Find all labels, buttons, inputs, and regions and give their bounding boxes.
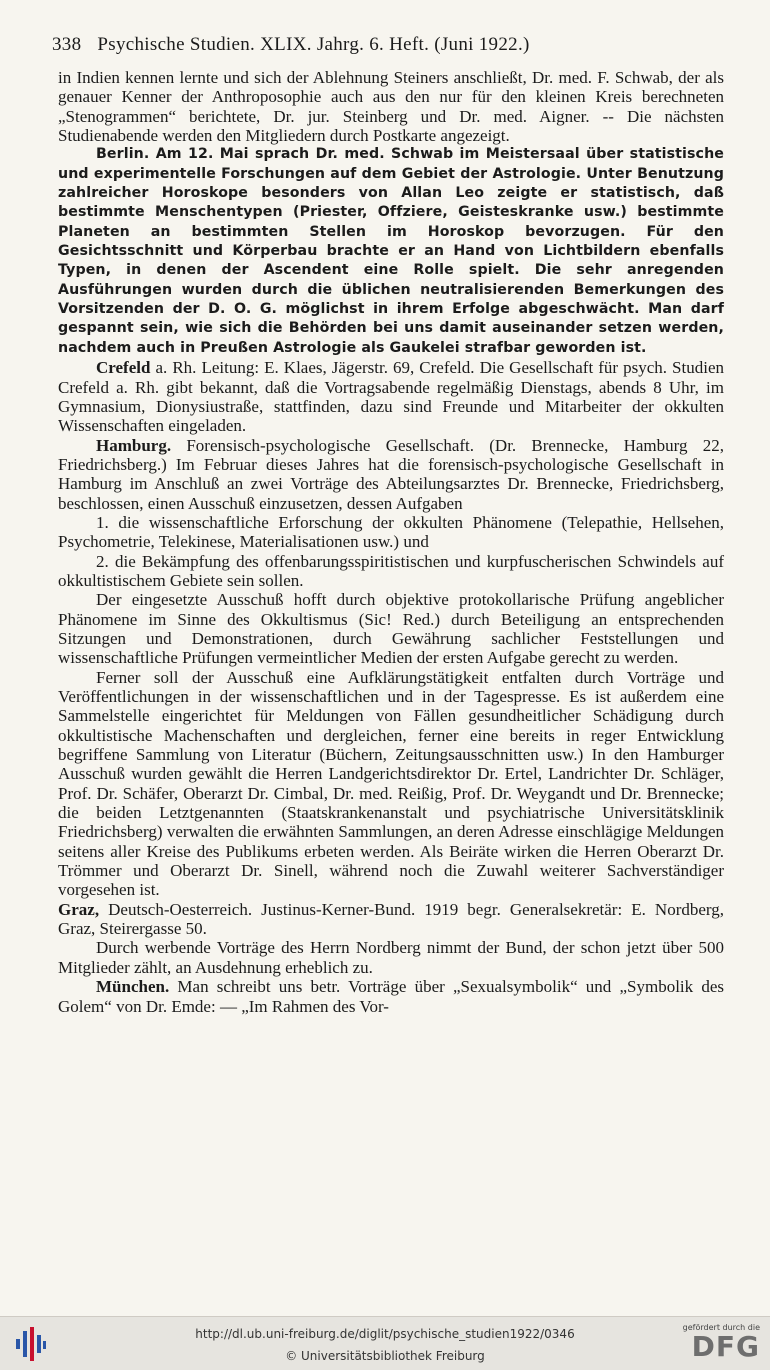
dfg-logo[interactable] [676, 1323, 760, 1362]
page-number: 338 [52, 34, 82, 55]
berlin-heading: Berlin. [96, 146, 150, 163]
viewer-footer [0, 1316, 770, 1370]
paragraph-crefeld [58, 358, 724, 435]
paragraph-hamburg [58, 436, 724, 513]
paragraph-graz [58, 900, 724, 939]
paragraph-ferner: Ferner soll der Ausschuß eine Aufklärungstätigkeit entfalten durch Vorträge und Veröffentlichungen in der wissenschaftlichen und in der Tagespresse. Es ist außerdem eine Sammelstelle eingerichtet für Meldungen von Fällen gesundheitlicher Schädigung durch okkultistische Machenschaften und dergleichen, ferner eine bereits in reger Entwicklung begriffene Sammlung von Literatur (Büchern, Zeitungsausschnitten usw.) In den Hamburger Ausschuß wurden gewählt die Herren Landgerichtsdirektor Dr. Ertel, Landrichter Dr. Schläger, Prof. Dr. Schäfer, Oberarzt Dr. Cimbal, Dr. med. Reißig, Prof. Dr. Weygandt und Dr. Brennecke; die beiden Letztgenannten (Staatskrankenanstalt und psychiatrische Universitätsklinik Friedrichsberg) verwalten die erwähnten Sammlungen, an deren Adresse einschlägige Meldungen seitens aller Kreise des Publikums erbeten werden. Als Beiräte wirken die Herren Oberarzt Dr. Trömmer und Oberarzt Dr. Sinell, während noch die Zuwahl weiterer Sachverständiger vorgesehen ist. [58, 667, 724, 900]
paragraph-nordberg: Durch werbende Vorträge des Herrn Nordberg nimmt der Bund, der schon jetzt über 500 Mitglieder zählt, an Ausdehnung erheblich zu. [58, 938, 724, 977]
dfg-logo-text: DFG [691, 1330, 760, 1363]
list-item-1: 1. die wissenschaftliche Erforschung der okkulten Phänomene (Telepathie, Hellsehen, Psychometrie, Telekinese, Materialisationen usw.) und [58, 512, 724, 552]
graz-heading: Graz, [58, 899, 100, 919]
crefeld-text: a. Rh. Leitung: E. Klaes, Jägerstr. 69, Crefeld. Die Gesellschaft für psych. Studien Crefeld a. Rh. gibt bekannt, daß die Vortragsabende regelmäßig Dienstags, abends 8 Uhr, im Gymnasium, Dionysiustraße, stattfinden, dazu sind Freunde und Mitarbeiter der okkulten Wissenschaften eingeladen. [58, 358, 724, 436]
paragraph-intro: in Indien kennen lernte und sich der Ablehnung Steiners anschließt, Dr. med. F. Schwab, der als genauer Kenner der Anthroposophie auch aus den nur für den kleinen Kreis berechneten „Stenogrammen“ berichtete, Dr. jur. Steinberg und Dr. med. Aigner. -- Die nächsten Studienabende werden den Mitgliedern durch Postkarte angezeigt. [58, 68, 724, 146]
paragraph-muenchen [58, 977, 724, 1016]
paragraph-ausschuss: Der eingesetzte Ausschuß hofft durch objektive protokollarische Prüfung angeblicher Phänomene im Sinne des Okkultismus (Sic! Red.) durch Beteiligung an entsprechenden Sitzungen und Demonstrationen, durch Gewährung sachlicher Feststellungen und wissenschaftliche Prüfungen vermeintlicher Medien der ersten Aufgabe gerecht zu werden. [58, 590, 724, 668]
muenchen-heading: München. [96, 977, 170, 997]
body-text [58, 68, 724, 1016]
hamburg-text: Forensisch-psychologische Gesellschaft. (Dr. Brennecke, Hamburg 22, Friedrichsberg.) Im Februar dieses Jahres hat die forensisch-psychologische Gesellschaft in Hamburg im Anschluß an zwei Vorträge des Abteilungsarztes Dr. Brennecke, Friedrichsberg, beschlossen, einen Ausschuß einzusetzen, dessen Aufgaben [58, 435, 724, 513]
crefeld-heading: Crefeld [96, 358, 151, 378]
page-header [52, 34, 730, 56]
muenchen-text: Man schreibt uns betr. Vorträge über „Sexualsymbolik“ und „Symbolik des Golem“ von Dr. Emde: — „Im Rahmen des Vor- [58, 977, 724, 1016]
paragraph-berlin [58, 145, 724, 358]
dfg-tagline: gefördert durch die [682, 1323, 760, 1332]
list-item-2: 2. die Bekämpfung des offenbarungsspiritistischen und kurpfuscherischen Schwindels auf okkultistischem Gebiete sein sollen. [58, 551, 724, 590]
graz-text: Deutsch-Oesterreich. Justinus-Kerner-Bund. 1919 begr. Generalsekretär: E. Nordberg, Graz, Steirergasse 50. [58, 899, 725, 939]
permalink-url[interactable]: http://dl.ub.uni-freiburg.de/diglit/psychische_studien1922/0346 [195, 1327, 575, 1341]
hamburg-heading: Hamburg. [96, 435, 172, 455]
copyright-notice: © Universitätsbibliothek Freiburg [285, 1349, 485, 1363]
running-title: Psychische Studien. XLIX. Jahrg. 6. Heft. (Juni 1922.) [97, 34, 530, 55]
berlin-text: Am 12. Mai sprach Dr. med. Schwab im Meistersaal über statistische und experimentelle Forschungen auf dem Gebiet der Astrologie. Unter Benutzung zahlreicher Horoskope besonders von Allan Leo zeigte er statistisch, daß bestimmte Menschentypen (Priester, Offziere, Geisteskranke usw.) bestimmte Planeten an bestimmten Stellen im Horoskop bevorzugen. Für den Gesichtsschnitt und Körperbau brachte er an Hand von Lichtbildern ebenfalls Typen, in denen der Ascendent eine Rolle spielt. Die sehr anregenden Ausführungen wurden durch die üblichen neutralisierenden Bemerkungen des Vorsitzenden der D. O. G. möglichst in ihrem Erfolge abgeschwächt. Man darf gespannt sein, wie sich die Behörden bei uns damit auseinander setzen werden, nachdem auch in Preußen Astrologie als Gaukelei strafbar geworden ist. [58, 146, 724, 356]
